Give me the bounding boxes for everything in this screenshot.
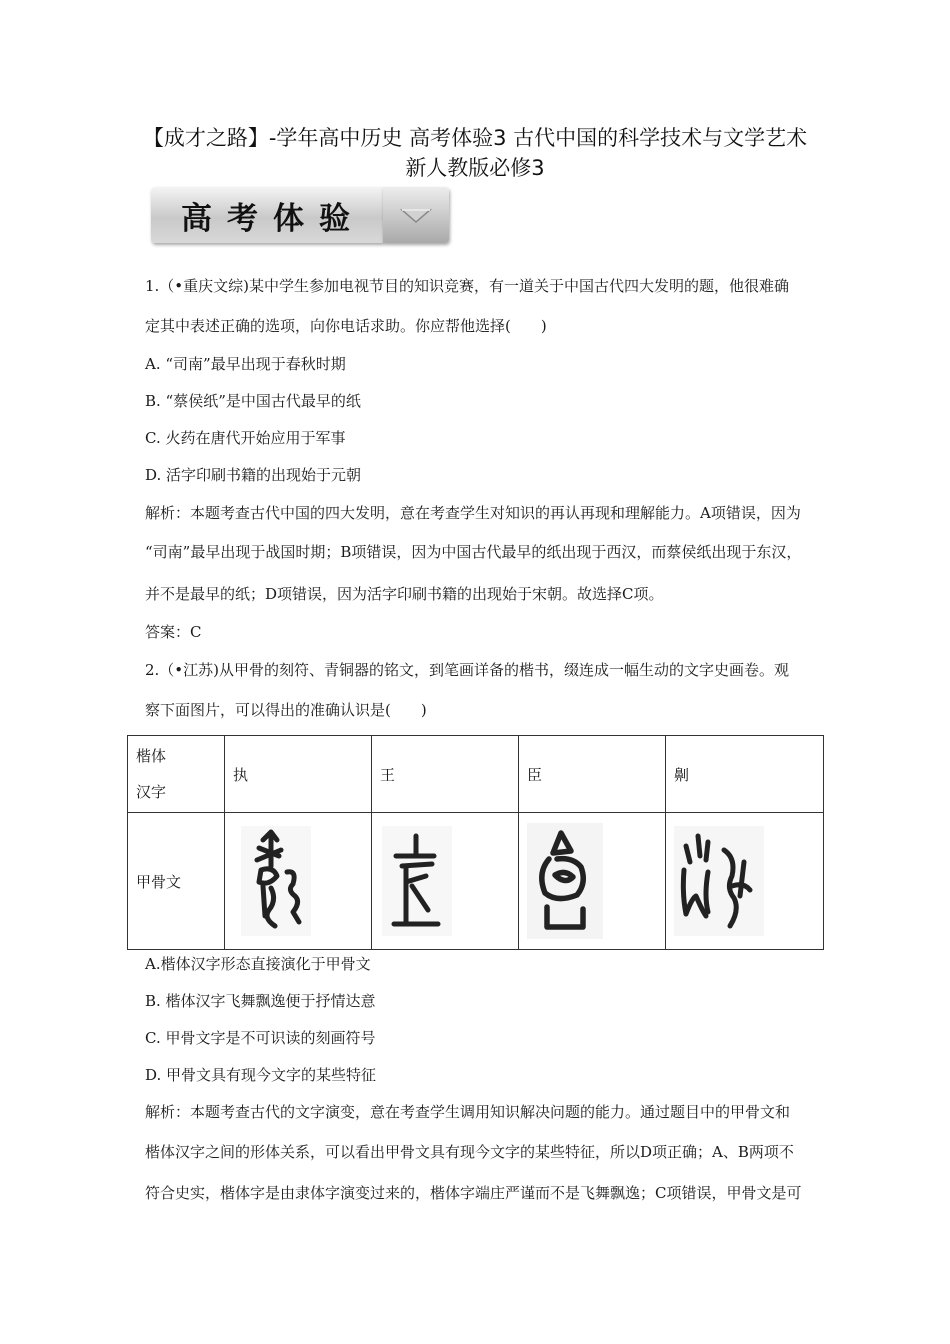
table-row (128, 736, 824, 813)
script-comparison-table (127, 735, 824, 950)
banner-label: 高考体验 (181, 200, 365, 237)
q1-stem-line-1: 1.（•重庆文综)某中学生参加电视节目的知识竞赛，有一道关于中国古代四大发明的题，他很难确 (145, 277, 790, 295)
table-cell (666, 813, 824, 950)
table-cell: 臣 (519, 736, 666, 813)
q1-option-a: A. “司南”最早出现于春秋时期 (145, 355, 346, 373)
q2-option-a: A.楷体汉字形态直接演化于甲骨文 (145, 955, 371, 973)
q1-option-c: C. 火药在唐代开始应用于军事 (145, 429, 346, 447)
q1-analysis-line-3: 并不是最早的纸；D项错误，因为活字印刷书籍的出现始于宋朝。故选择C项。 (145, 585, 664, 603)
header-label-hanzi: 汉字 (136, 783, 167, 801)
section-banner (151, 187, 449, 243)
q1-analysis-line-2: “司南”最早出现于战国时期；B项错误，因为中国古代最早的纸出现于西汉，而蔡侯纸出现于东汉， (145, 543, 802, 561)
oracle-glyph-wang (382, 826, 452, 936)
q2-stem-line-2: 察下面图片，可以得出的准确认识是( ) (145, 701, 427, 719)
table-cell (225, 813, 372, 950)
table-cell: 执 (225, 736, 372, 813)
document-title-line-2: 新人教版必修3 (405, 156, 545, 180)
q1-analysis-line-1: 解析：本题考查古代中国的四大发明，意在考查学生对知识的再认再现和理解能力。A项错误，因为 (145, 504, 801, 522)
q1-option-d: D. 活字印刷书籍的出现始于元朝 (145, 466, 362, 484)
header-label-kaiti: 楷体 (136, 747, 167, 765)
q2-option-c: C. 甲骨文字是不可识读的刻画符号 (145, 1029, 376, 1047)
q1-answer: 答案：C (145, 623, 202, 641)
table-cell: 劓 (666, 736, 824, 813)
banner-label-box (151, 187, 383, 243)
oracle-glyph-chen (527, 823, 603, 939)
q2-analysis-line-1: 解析：本题考查古代的文字演变，意在考查学生调用知识解决问题的能力。通过题目中的甲骨文和 (145, 1103, 791, 1121)
q2-option-d: D. 甲骨文具有现今文字的某些特征 (145, 1066, 377, 1084)
q2-analysis-line-2: 楷体汉字之间的形体关系，可以看出甲骨文具有现今文字的某些特征，所以D项正确；A、B两项不 (145, 1143, 794, 1161)
q2-analysis-line-3: 符合史实，楷体字是由隶体字演变过来的，楷体字端庄严谨而不是飞舞飘逸；C项错误，甲骨文是可 (145, 1184, 802, 1202)
q1-option-b: B. “蔡侯纸”是中国古代最早的纸 (145, 392, 361, 410)
table-header-cell (128, 736, 225, 813)
q1-stem-line-2: 定其中表述正确的选项，向你电话求助。你应帮他选择( ) (145, 317, 547, 335)
table-cell (372, 813, 519, 950)
oracle-glyph-yi (674, 826, 764, 936)
chevron-down-icon (383, 187, 449, 243)
document-title-line-1: 【成才之路】-学年高中历史 高考体验3 古代中国的科学技术与文学艺术 (142, 126, 808, 150)
oracle-glyph-zhi (241, 826, 311, 936)
table-row (128, 813, 824, 950)
table-cell: 王 (372, 736, 519, 813)
table-cell (519, 813, 666, 950)
q2-option-b: B. 楷体汉字飞舞飘逸便于抒情达意 (145, 992, 376, 1010)
q2-stem-line-1: 2.（•江苏)从甲骨的刻符、青铜器的铭文，到笔画详备的楷书，缀连成一幅生动的文字史画卷。观 (145, 661, 790, 679)
table-header-cell: 甲骨文 (128, 813, 225, 950)
